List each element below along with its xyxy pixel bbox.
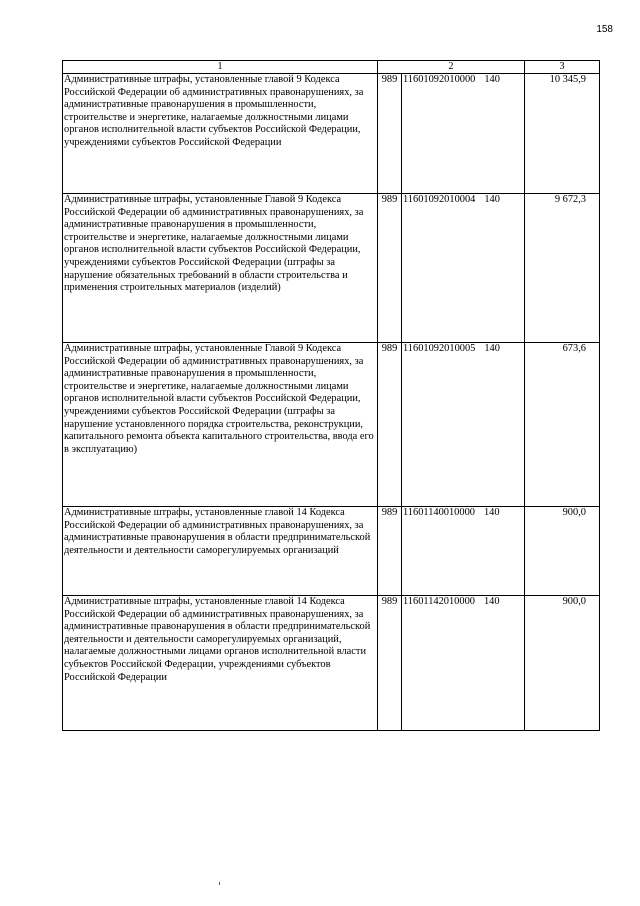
row-description: Административные штрафы, установленные главой 14 Кодекса Российской Федерации об административных правонарушениях, за административные правонарушения в области предпринимательской деятельности и деятельности саморегулируемых организаций bbox=[63, 507, 378, 596]
admin-code: 989 bbox=[378, 74, 402, 194]
column-header-1: 1 bbox=[63, 61, 378, 74]
budget-code bbox=[402, 74, 525, 194]
budget-code bbox=[402, 343, 525, 507]
row-description: Административные штрафы, установленные Главой 9 Кодекса Российской Федерации об административных правонарушениях, за административные правонарушения в промышленности, строительстве и энергетике, налагаемые должностными лицами органов исполнительной власти субъектов Российской Федерации, учреждениями субъектов Российской Федерации (штрафы за нарушение обязательных требований в области строительства и применения строительных материалов (изделий) bbox=[63, 194, 378, 343]
revenue-table bbox=[62, 60, 600, 731]
row-amount: 900,0 bbox=[525, 596, 600, 731]
admin-code: 989 bbox=[378, 596, 402, 731]
page-number: 158 bbox=[596, 24, 613, 35]
row-description: Административные штрафы, установленные Главой 9 Кодекса Российской Федерации об административных правонарушениях, за административные правонарушения в промышленности, строительстве и энергетике, налагаемые должностными лицами органов исполнительной власти субъектов Российской Федерации, учреждениями субъектов Российской Федерации (штрафы за нарушение установленного порядка строительства, реконструкции, капитального ремонта объекта капитального строительства, ввода его в эксплуатацию) bbox=[63, 343, 378, 507]
table-row bbox=[63, 596, 600, 731]
row-amount: 9 672,3 bbox=[525, 194, 600, 343]
table-row bbox=[63, 74, 600, 194]
row-amount: 673,6 bbox=[525, 343, 600, 507]
table-header-row bbox=[63, 61, 600, 74]
type-code: 140 bbox=[484, 74, 500, 85]
type-code: 140 bbox=[483, 507, 500, 518]
admin-code: 989 bbox=[378, 194, 402, 343]
scan-mark bbox=[219, 882, 220, 885]
classification-code: 11601092010004 bbox=[403, 194, 476, 205]
classification-code: 11601140010000 bbox=[403, 507, 475, 518]
row-description: Административные штрафы, установленные главой 14 Кодекса Российской Федерации об административных правонарушениях, за административные правонарушения в области предпринимательской деятельности и деятельности саморегулируемых организаций, налагаемые должностными лицами органов исполнительной власти субъектов Российской Федерации, учреждениями субъектов Российской Федерации bbox=[63, 596, 378, 731]
table-row bbox=[63, 343, 600, 507]
admin-code: 989 bbox=[378, 507, 402, 596]
row-amount: 900,0 bbox=[525, 507, 600, 596]
classification-code: 11601092010000 bbox=[403, 74, 476, 85]
table-row bbox=[63, 507, 600, 596]
column-header-3: 3 bbox=[525, 61, 600, 74]
budget-code bbox=[402, 507, 525, 596]
classification-code: 11601142010000 bbox=[403, 596, 475, 607]
column-header-2: 2 bbox=[378, 61, 525, 74]
classification-code: 11601092010005 bbox=[403, 343, 476, 354]
row-description: Административные штрафы, установленные главой 9 Кодекса Российской Федерации об административных правонарушениях, за административные правонарушения в промышленности, строительстве и энергетике, налагаемые должностными лицами органов исполнительной власти субъектов Российской Федерации, учреждениями субъектов Российской Федерации bbox=[63, 74, 378, 194]
table-row bbox=[63, 194, 600, 343]
type-code: 140 bbox=[483, 596, 500, 607]
budget-code bbox=[402, 596, 525, 731]
admin-code: 989 bbox=[378, 343, 402, 507]
row-amount: 10 345,9 bbox=[525, 74, 600, 194]
type-code: 140 bbox=[484, 194, 500, 205]
budget-code bbox=[402, 194, 525, 343]
type-code: 140 bbox=[484, 343, 500, 354]
